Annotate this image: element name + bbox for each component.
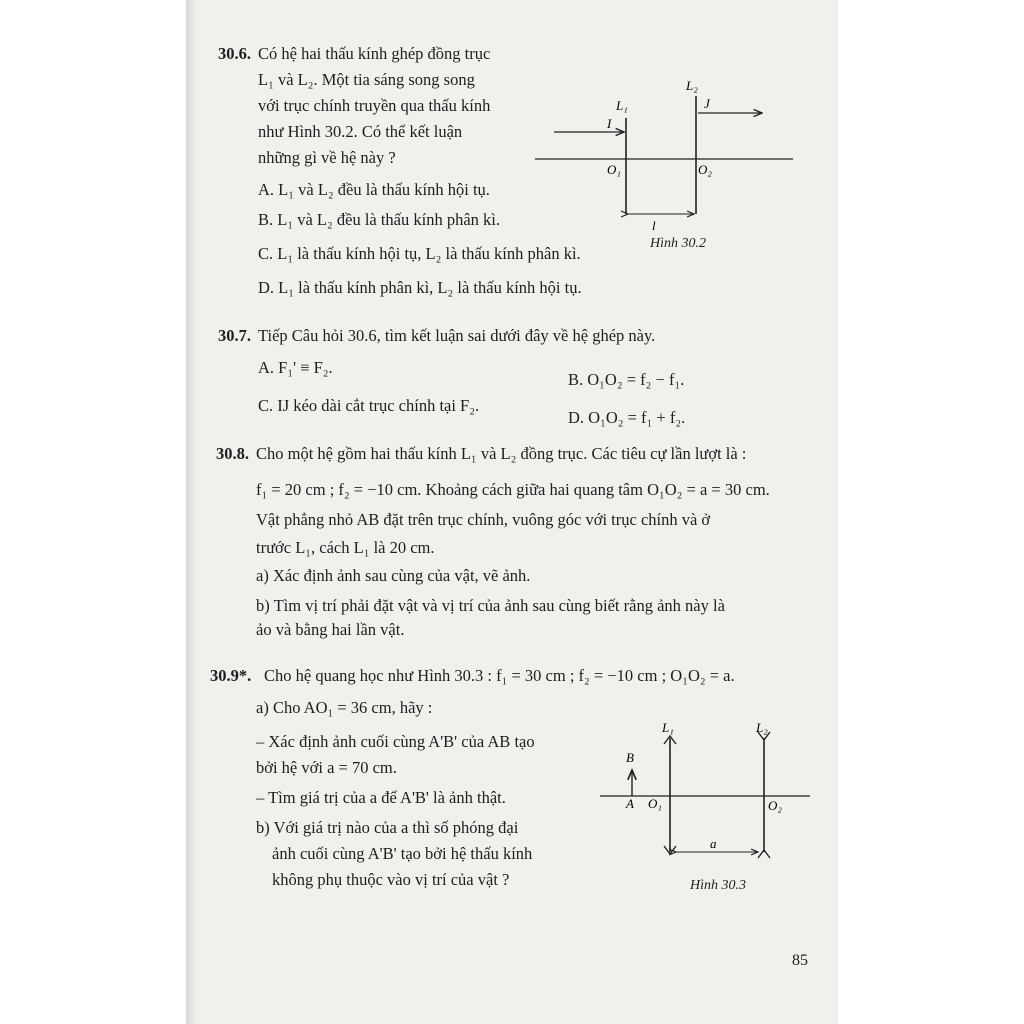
figure-30-2 [530, 76, 795, 261]
problem-30-6-line-5: những gì về hệ này ? [258, 148, 396, 167]
problem-30-8-line-1: Cho một hệ gồm hai thấu kính L₁ và L₂ đồng trục. Các tiêu cự lần lượt là : [256, 444, 747, 463]
figure-30-3 [596, 712, 816, 872]
label-b: B [626, 750, 634, 765]
problem-30-9-part-a: a) Cho AO₁ = 36 cm, hãy : [256, 698, 433, 717]
label-l: l [652, 218, 656, 233]
problem-30-6-option-b: B. L₁ và L₂ đều là thấu kính phân kì. [258, 210, 500, 229]
problem-30-8-line-4: trước L₁, cách L₁ là 20 cm. [256, 538, 435, 557]
label-o1: O₁ [607, 162, 621, 177]
label-o2: O₂ [698, 162, 712, 177]
label-a-distance: a [710, 836, 717, 851]
problem-30-8-line-3: Vật phẳng nhỏ AB đặt trên trục chính, vuông góc với trục chính và ở [256, 510, 711, 529]
problem-30-9-part-b-line-3: không phụ thuộc vào vị trí của vật ? [272, 870, 510, 889]
problem-30-9-line-1: Cho hệ quang học như Hình 30.3 : f₁ = 30 cm ; f₂ = −10 cm ; O₁O₂ = a. [264, 666, 735, 685]
label-i: I [607, 116, 612, 131]
problem-30-6-number: 30.6. [218, 44, 251, 63]
caption-30-3: Hình 30.3 [690, 878, 746, 893]
problem-30-9-part-b-line-2: ảnh cuối cùng A'B' tạo bởi hệ thấu kính [272, 844, 533, 863]
label-a-point: A [626, 796, 634, 811]
problem-30-7-option-d: D. O₁O₂ = f₁ + f₂. [568, 408, 686, 427]
problem-30-6-line-1: Có hệ hai thấu kính ghép đồng trục [258, 44, 491, 63]
page-shadow [186, 0, 196, 1024]
problem-30-8-number: 30.8. [216, 444, 249, 463]
problem-30-6-option-a: A. L₁ và L₂ đều là thấu kính hội tụ. [258, 180, 490, 199]
problem-30-6-option-d: D. L₁ là thấu kính phân kì, L₂ là thấu kính hội tụ. [258, 278, 582, 297]
label-o2: O₂ [768, 798, 782, 813]
problem-30-6-line-2: L₁ và L₂. Một tia sáng song song [258, 70, 475, 89]
problem-30-7-option-a: A. F₁' ≡ F₂. [258, 358, 333, 377]
problem-30-9-number: 30.9*. [210, 666, 252, 685]
problem-30-7-number: 30.7. [218, 326, 251, 345]
label-l1: L₁ [662, 720, 674, 735]
label-l2: L₂ [756, 720, 768, 735]
problem-30-6-line-3: với trục chính truyền qua thấu kính [258, 96, 491, 115]
label-l2: L₂ [686, 78, 698, 93]
problem-30-7-text: Tiếp Câu hỏi 30.6, tìm kết luận sai dưới đây về hệ ghép này. [258, 326, 656, 345]
problem-30-8-part-b-line-1: b) Tìm vị trí phải đặt vật và vị trí của ảnh sau cùng biết rằng ảnh này là [256, 596, 725, 615]
problem-30-9-part-b-line-1: b) Với giá trị nào của a thì số phóng đại [256, 818, 519, 837]
problem-30-7-option-b: B. O₁O₂ = f₂ − f₁. [568, 370, 685, 389]
problem-30-6-option-c: C. L₁ là thấu kính hội tụ, L₂ là thấu kính phân kì. [258, 244, 581, 263]
problem-30-9-item-1-line-2: bởi hệ với a = 70 cm. [256, 758, 397, 777]
label-l1: L₁ [616, 98, 628, 113]
problem-30-8-line-2: f₁ = 20 cm ; f₂ = −10 cm. Khoảng cách giữa hai quang tâm O₁O₂ = a = 30 cm. [256, 480, 770, 499]
problem-30-7-option-c: C. IJ kéo dài cắt trục chính tại F₂. [258, 396, 480, 415]
problem-30-6-line-4: như Hình 30.2. Có thể kết luận [258, 122, 463, 141]
caption-30-2: Hình 30.2 [650, 236, 706, 251]
label-o1: O₁ [648, 796, 662, 811]
problem-30-8-part-a: a) Xác định ảnh sau cùng của vật, vẽ ảnh. [256, 566, 531, 585]
page-number: 85 [792, 952, 808, 969]
problem-30-8-part-b-line-2: ảo và bằng hai lần vật. [256, 620, 405, 639]
problem-30-9-item-2: – Tìm giá trị của a để A'B' là ảnh thật. [256, 788, 506, 807]
label-j: J [704, 96, 710, 111]
problem-30-9-item-1-line-1: – Xác định ảnh cuối cùng A'B' của AB tạo [256, 732, 535, 751]
